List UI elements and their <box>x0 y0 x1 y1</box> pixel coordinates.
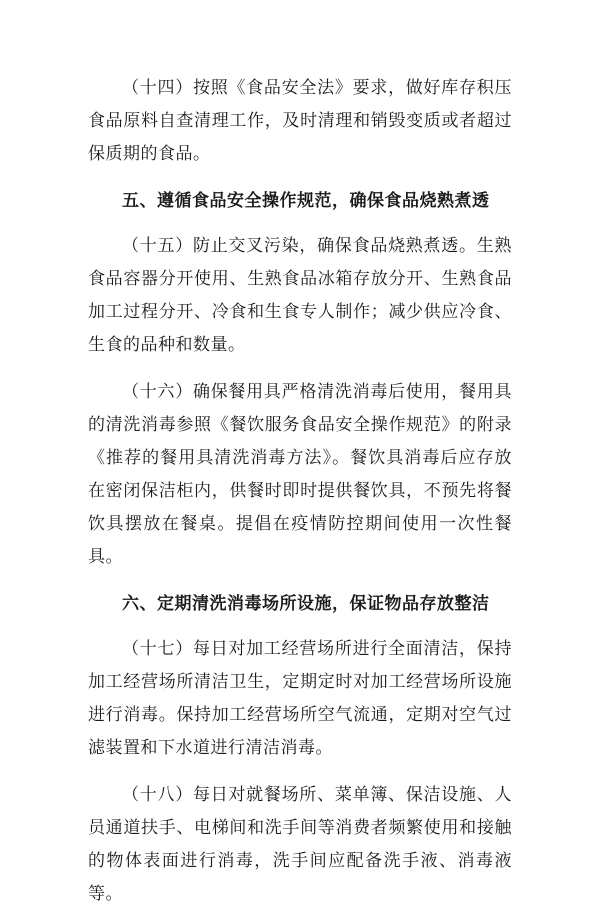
paragraph-15: （十五）防止交叉污染，确保食品烧熟煮透。生熟食品容器分开使用、生熟食品冰箱存放分开、生熟食品加工过程分开、冷食和生食专人制作；减少供应冷食、生食的品种和数量。 <box>88 236 512 355</box>
section-heading-6: 六、定期清洗消毒场所设施，保证物品存放整洁 <box>122 594 490 614</box>
spacer <box>88 218 512 230</box>
paragraph-14: （十四）按照《食品安全法》要求，做好库存积压食品原料自查清理工作，及时清理和销毁变质或者超过保质期的食品。 <box>88 78 512 164</box>
paragraph-17: （十七）每日对加工经营场所进行全面清洁，保持加工经营场所清洁卫生，定期定时对加工经营场所设施进行消毒。保持加工经营场所空气流通，定期对空气过滤装置和下水道进行清洁消毒。 <box>88 639 512 758</box>
section-heading-5: 五、遵循食品安全操作规范，确保食品烧熟煮透 <box>122 191 490 211</box>
spacer <box>88 171 512 185</box>
paragraph-16: （十六）确保餐用具严格清洗消毒后使用，餐用具的清洗消毒参照《餐饮服务食品安全操作规范》的附录《推荐的餐用具清洗消毒方法》。餐饮具消毒后应存放在密闭保洁柜内，供餐时即时提供餐饮具，不预先将餐饮具摆放在餐桌。提倡在疫情防控期间使用一次性餐具。 <box>88 382 512 567</box>
spacer <box>88 362 512 376</box>
paragraph-18: （十八）每日对就餐场所、菜单簿、保洁设施、人员通道扶手、电梯间和洗手间等消费者频繁使用和接触的物体表面进行消毒，洗手间应配备洗手液、消毒液等。 <box>88 785 512 904</box>
spacer <box>88 574 512 588</box>
spacer <box>88 765 512 779</box>
spacer <box>88 621 512 633</box>
